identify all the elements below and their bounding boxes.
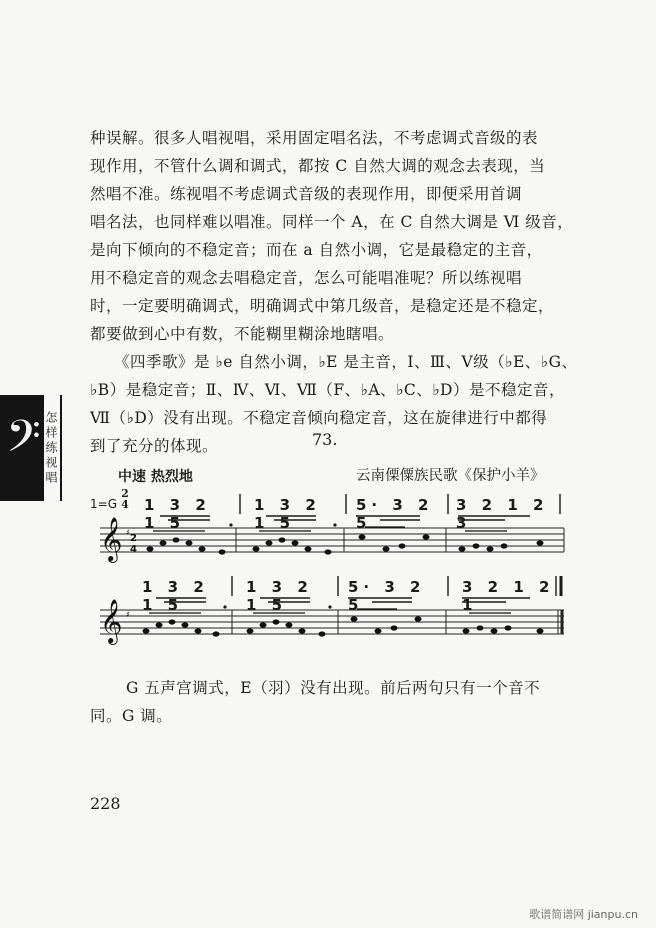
text-line: 然唱不准。练视唱不考虑调式音级的表现作用，即便采用首调: [90, 185, 523, 203]
text-line: 都要做到心中有数，不能糊里糊涂地瞎唱。: [90, 325, 395, 343]
text-line: 用不稳定音的观念去唱稳定音，怎么可能唱准呢？所以练视唱: [90, 269, 523, 287]
site-watermark: 歌谱简谱网 jianpu.cn: [529, 908, 638, 921]
song-source: 云南傈僳族民歌《保护小羊》: [356, 468, 545, 484]
text-line: G 五声宫调式，E（羽）没有出现。前后两句只有一个音不: [126, 679, 541, 697]
tempo-marking: 中速 热烈地: [118, 469, 193, 485]
text-line: 同。G 调。: [90, 707, 173, 725]
jianpu-measure: 1 3 2 1 5: [142, 578, 209, 614]
jianpu-measure: 3 2 1 2 3: [456, 496, 549, 532]
text-line: 《四季歌》是 ♭e 自然小调，♭E 是主音，Ⅰ、Ⅲ、Ⅴ级（♭E、♭G、: [114, 353, 578, 371]
text-line: 唱名法，也同样难以唱准。同样一个 A，在 C 自然大调是 Ⅵ 级音，: [90, 213, 574, 231]
jianpu-measure: 1 3 2 1 5: [144, 496, 211, 532]
text-line: ♭B）是稳定音；Ⅱ、Ⅳ、Ⅵ、Ⅶ（F、♭A、♭C、♭D）是不稳定音，: [90, 381, 565, 399]
sharp-icon: ♯: [126, 528, 130, 537]
time-sig-top: 2: [121, 487, 129, 500]
jianpu-measure: 1 3 2 1 5: [254, 496, 321, 532]
jianpu-measure: 5· 3 2 5: [348, 578, 426, 614]
key-signature: 1=G: [90, 497, 117, 511]
text-line: 种误解。很多人唱视唱，采用固定唱名法，不考虑调式音级的表: [90, 129, 539, 147]
text-line: 现作用，不管什么调和调式，都按 C 自然大调的观念去表现，当: [90, 157, 546, 175]
time-sig-top: 2: [130, 533, 137, 544]
jianpu-ornaments: [156, 494, 561, 602]
jianpu-measure: 3 2 1 2 1: [462, 578, 555, 614]
jianpu-octave-dots: [223, 523, 336, 608]
page-number: 228: [90, 794, 121, 813]
sharp-icon: ♯: [126, 610, 130, 619]
text-line: Ⅶ（♭D）没有出现。不稳定音倾向稳定音，这在旋律进行中都得: [90, 409, 548, 427]
jianpu-measure: 5· 3 2 5: [356, 496, 434, 532]
text-line: 是向下倾向的不稳定音；而在 a 自然小调，它是最稳定的主音，: [90, 241, 543, 259]
time-sig-bottom: 4: [130, 544, 137, 555]
treble-clef-icon: 𝄞: [100, 517, 123, 561]
treble-clef-icon: 𝄞: [100, 599, 123, 643]
text-line: 时，一定要明确调式，明确调式中第几级音，是稳定还是不稳定，: [90, 297, 555, 315]
example-caption: [90, 674, 570, 730]
jianpu-measure: 1 3 2 1 5: [246, 578, 313, 614]
time-sig-bottom: 4: [121, 498, 129, 511]
example-number: 73.: [312, 430, 338, 449]
bass-clef-icon: 𝄢: [6, 410, 41, 473]
chapter-vertical-title: 怎样练视唱: [44, 395, 60, 501]
text-line: 到了充分的体现。: [90, 437, 219, 455]
